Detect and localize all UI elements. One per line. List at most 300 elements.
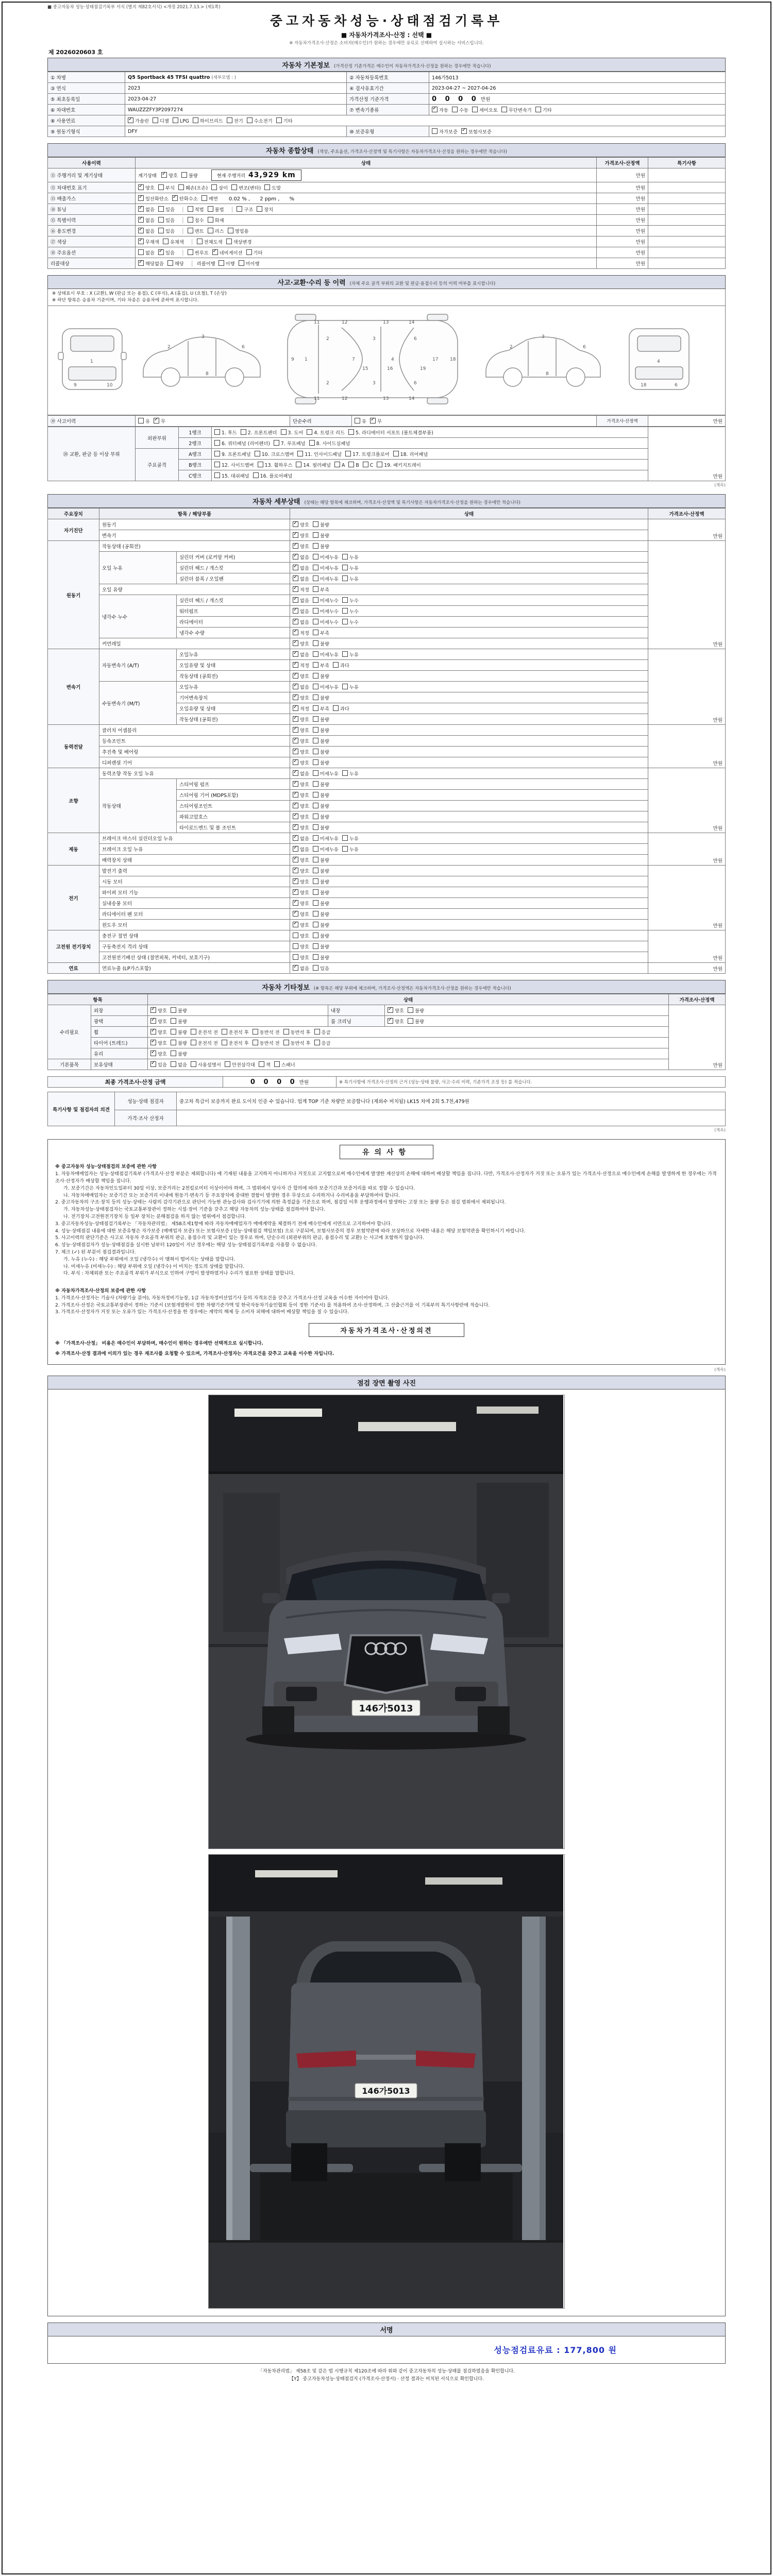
checkbox-option[interactable]: ✓ 양호 bbox=[293, 791, 309, 799]
checkbox[interactable] bbox=[150, 1029, 156, 1035]
checkbox[interactable] bbox=[452, 107, 458, 112]
checkbox[interactable] bbox=[172, 195, 178, 201]
checkbox[interactable] bbox=[253, 1029, 258, 1035]
checkbox-option[interactable]: 불법 bbox=[208, 206, 224, 213]
checkbox-option[interactable]: 누유 bbox=[342, 845, 359, 853]
checkbox-option[interactable]: ✓ 양호 bbox=[293, 889, 309, 896]
checkbox[interactable] bbox=[313, 922, 318, 927]
checkbox[interactable] bbox=[138, 249, 144, 255]
checkbox-option[interactable]: 사용설명서 bbox=[191, 1061, 221, 1068]
checkbox-option[interactable]: 6. 쿼터패널 (리어펜더) bbox=[214, 439, 270, 447]
checkbox[interactable] bbox=[228, 228, 233, 233]
checkbox[interactable] bbox=[313, 824, 318, 830]
checkbox[interactable] bbox=[264, 184, 270, 190]
checkbox[interactable] bbox=[313, 900, 318, 906]
checkbox-option[interactable]: 불량 bbox=[313, 943, 329, 950]
checkbox[interactable] bbox=[293, 781, 298, 787]
checkbox-option[interactable]: 누유 bbox=[342, 575, 359, 582]
checkbox-option[interactable]: 전기 bbox=[227, 117, 243, 124]
checkbox-option[interactable]: 변조(변타) bbox=[231, 184, 261, 191]
checkbox[interactable] bbox=[313, 738, 318, 743]
checkbox[interactable] bbox=[258, 462, 263, 467]
checkbox-option[interactable]: 도말 bbox=[264, 184, 281, 191]
checkbox-option[interactable]: 썬루프 bbox=[188, 249, 209, 256]
checkbox-option[interactable]: 렌트 bbox=[188, 227, 204, 234]
checkbox-option[interactable]: 수소전기 bbox=[247, 117, 273, 124]
checkbox[interactable] bbox=[226, 239, 232, 244]
checkbox[interactable] bbox=[138, 228, 144, 233]
checkbox-option[interactable]: ✓ 자동 bbox=[432, 106, 448, 113]
checkbox[interactable] bbox=[222, 1029, 227, 1035]
checkbox[interactable] bbox=[313, 868, 318, 873]
checkbox-option[interactable]: ✓ 없음 bbox=[293, 597, 309, 604]
checkbox-option[interactable]: 부족 bbox=[313, 629, 329, 636]
checkbox[interactable] bbox=[150, 1018, 156, 1024]
checkbox-option[interactable]: 응급 bbox=[314, 1039, 331, 1046]
checkbox-option[interactable]: 미세누유 bbox=[313, 770, 339, 777]
checkbox[interactable] bbox=[191, 1029, 196, 1035]
checkbox-option[interactable]: 누유 bbox=[342, 553, 359, 561]
checkbox-option[interactable]: 불량 bbox=[171, 1050, 187, 1057]
checkbox-option[interactable]: ✓ 없음 bbox=[293, 770, 309, 777]
checkbox-option[interactable]: 없음 bbox=[138, 249, 155, 256]
checkbox[interactable] bbox=[293, 868, 298, 873]
checkbox-option[interactable]: ✓ 있음 bbox=[158, 249, 175, 256]
checkbox-option[interactable]: 불량 bbox=[313, 932, 329, 939]
checkbox[interactable] bbox=[253, 1040, 258, 1045]
checkbox-option[interactable]: 과다 bbox=[333, 662, 349, 669]
checkbox[interactable] bbox=[167, 260, 173, 266]
checkbox[interactable] bbox=[293, 630, 298, 635]
checkbox[interactable] bbox=[313, 770, 318, 776]
checkbox-option[interactable]: 불량 bbox=[171, 1007, 187, 1014]
checkbox[interactable] bbox=[342, 565, 348, 570]
checkbox[interactable] bbox=[276, 117, 282, 123]
checkbox-option[interactable]: 불량 bbox=[313, 910, 329, 918]
checkbox-option[interactable]: ✓ 양호 bbox=[293, 921, 309, 928]
checkbox[interactable] bbox=[201, 195, 207, 201]
checkbox[interactable] bbox=[313, 835, 318, 841]
checkbox-option[interactable]: 기타 bbox=[535, 106, 552, 113]
checkbox-option[interactable]: ✓ 양호 bbox=[150, 1050, 167, 1057]
checkbox-option[interactable]: 리스 bbox=[208, 227, 224, 234]
checkbox[interactable] bbox=[313, 575, 318, 581]
checkbox-option[interactable]: ✓ 양호 bbox=[293, 532, 309, 539]
checkbox-option[interactable]: 18. 리어패널 bbox=[393, 450, 428, 457]
checkbox[interactable] bbox=[313, 684, 318, 689]
checkbox-option[interactable]: ✓ 일산화탄소 bbox=[138, 195, 169, 202]
checkbox-option[interactable]: ✓ 양호 bbox=[293, 694, 309, 701]
checkbox-option[interactable]: 불량 bbox=[313, 954, 329, 961]
checkbox[interactable] bbox=[255, 451, 260, 456]
checkbox[interactable] bbox=[150, 1050, 156, 1056]
checkbox[interactable] bbox=[138, 239, 144, 244]
checkbox-option[interactable]: 2. 프론트펜더 bbox=[241, 429, 277, 436]
checkbox-option[interactable]: ✓ 양호 bbox=[293, 824, 309, 831]
checkbox[interactable] bbox=[293, 651, 298, 657]
checkbox-option[interactable]: 동반석 후 bbox=[283, 1028, 311, 1036]
checkbox[interactable] bbox=[377, 462, 382, 467]
checkbox[interactable] bbox=[313, 521, 318, 527]
checkbox-option[interactable]: 기타 bbox=[276, 117, 293, 124]
checkbox-option[interactable]: ✓ 양호 bbox=[150, 1028, 167, 1036]
checkbox-option[interactable]: ✓ 양호 bbox=[293, 716, 309, 723]
checkbox[interactable] bbox=[342, 770, 348, 776]
checkbox-option[interactable]: 불량 bbox=[313, 737, 329, 744]
checkbox-option[interactable]: 불량 bbox=[313, 856, 329, 863]
checkbox-option[interactable]: 무단변속기 bbox=[501, 106, 532, 113]
checkbox-option[interactable]: 있음 bbox=[158, 216, 175, 224]
checkbox[interactable] bbox=[214, 462, 220, 467]
checkbox[interactable] bbox=[313, 792, 318, 798]
checkbox[interactable] bbox=[313, 662, 318, 668]
checkbox-option[interactable]: 5. 라디에이터 서포트 (볼트체결부품) bbox=[348, 429, 433, 436]
checkbox-option[interactable]: ✓ 무채색 bbox=[138, 238, 159, 245]
checkbox-option[interactable]: ✓ 양호 bbox=[293, 748, 309, 755]
checkbox[interactable] bbox=[171, 1040, 176, 1045]
checkbox[interactable] bbox=[293, 889, 298, 895]
checkbox-option[interactable]: 전체도색 bbox=[197, 238, 223, 245]
checkbox[interactable] bbox=[154, 418, 159, 423]
checkbox-option[interactable]: ✓ 양호 bbox=[388, 1018, 404, 1025]
checkbox[interactable] bbox=[472, 107, 478, 112]
checkbox[interactable] bbox=[293, 803, 298, 808]
checkbox[interactable] bbox=[293, 554, 298, 560]
checkbox-option[interactable]: ✓ 양호 bbox=[293, 737, 309, 744]
checkbox-option[interactable]: 불량 bbox=[313, 813, 329, 820]
checkbox-option[interactable]: ✓ 없음 bbox=[138, 227, 155, 234]
checkbox-option[interactable]: 부족 bbox=[313, 586, 329, 593]
checkbox-option[interactable]: 미세누유 bbox=[313, 575, 339, 582]
checkbox[interactable] bbox=[432, 128, 438, 134]
checkbox-option[interactable]: 잭 bbox=[259, 1061, 271, 1068]
checkbox-option[interactable]: 4. 트렁크 리드 bbox=[307, 429, 345, 436]
checkbox[interactable] bbox=[313, 911, 318, 917]
checkbox[interactable] bbox=[293, 933, 298, 938]
checkbox[interactable] bbox=[293, 640, 298, 646]
checkbox-option[interactable]: 양호 bbox=[293, 943, 309, 950]
checkbox[interactable] bbox=[253, 472, 259, 478]
checkbox[interactable] bbox=[225, 1061, 230, 1067]
checkbox-option[interactable]: ✓ 무 bbox=[154, 417, 165, 425]
checkbox-option[interactable]: 불량 bbox=[313, 867, 329, 874]
checkbox-option[interactable]: 7. 루프패널 bbox=[274, 439, 306, 447]
checkbox-option[interactable]: ✓ 없음 bbox=[293, 683, 309, 690]
checkbox-option[interactable]: ✓ 없음 bbox=[293, 607, 309, 615]
checkbox-option[interactable]: ✓ 적정 bbox=[293, 662, 309, 669]
checkbox[interactable] bbox=[293, 943, 298, 949]
checkbox-option[interactable]: 운전석 전 bbox=[191, 1028, 218, 1036]
checkbox-option[interactable]: 유 bbox=[355, 417, 366, 425]
checkbox-option[interactable]: ✓ 없음 bbox=[293, 651, 309, 658]
checkbox[interactable] bbox=[214, 451, 220, 456]
checkbox-option[interactable]: ✓ 양호 bbox=[293, 802, 309, 809]
checkbox-option[interactable]: 디젤 bbox=[153, 117, 169, 124]
checkbox[interactable] bbox=[293, 770, 298, 776]
checkbox-option[interactable]: ✓ 있음 bbox=[150, 1061, 167, 1068]
checkbox[interactable] bbox=[313, 673, 318, 679]
checkbox[interactable] bbox=[342, 608, 348, 614]
checkbox-option[interactable]: ✓ 양호 bbox=[161, 172, 178, 179]
checkbox[interactable] bbox=[313, 878, 318, 884]
checkbox-option[interactable]: ✓ 네비게이션 bbox=[212, 249, 243, 256]
checkbox[interactable] bbox=[293, 824, 298, 830]
checkbox[interactable] bbox=[313, 889, 318, 895]
checkbox[interactable] bbox=[309, 440, 315, 446]
checkbox-option[interactable]: 미세누유 bbox=[313, 835, 339, 842]
checkbox-option[interactable]: ✓ 보험사보증 bbox=[461, 128, 492, 135]
checkbox[interactable] bbox=[138, 184, 144, 190]
checkbox-option[interactable]: 3. 도어 bbox=[281, 429, 304, 436]
checkbox[interactable] bbox=[313, 846, 318, 852]
checkbox-option[interactable]: 유 bbox=[138, 417, 150, 425]
checkbox-option[interactable]: 누유 bbox=[342, 564, 359, 571]
checkbox-option[interactable]: 19. 패키지트레이 bbox=[377, 461, 421, 468]
checkbox-option[interactable]: 침수 bbox=[188, 216, 204, 224]
checkbox[interactable] bbox=[293, 705, 298, 711]
checkbox-option[interactable]: 불량 bbox=[313, 672, 329, 680]
checkbox[interactable] bbox=[313, 759, 318, 765]
checkbox-option[interactable]: 있음 bbox=[313, 964, 329, 972]
checkbox-option[interactable]: 자가보증 bbox=[432, 128, 458, 135]
checkbox-option[interactable]: 기타 bbox=[246, 249, 263, 256]
checkbox-option[interactable]: ✓ 없음 bbox=[293, 564, 309, 571]
checkbox[interactable] bbox=[342, 575, 348, 581]
checkbox[interactable] bbox=[150, 1040, 156, 1045]
checkbox-option[interactable]: 불량 bbox=[408, 1007, 424, 1014]
checkbox-option[interactable]: 부족 bbox=[313, 705, 329, 712]
checkbox[interactable] bbox=[313, 554, 318, 560]
checkbox[interactable] bbox=[178, 184, 184, 190]
checkbox[interactable] bbox=[293, 673, 298, 679]
checkbox[interactable] bbox=[191, 1040, 196, 1045]
checkbox-option[interactable]: 불량 bbox=[313, 532, 329, 539]
checkbox[interactable] bbox=[342, 597, 348, 603]
checkbox-option[interactable]: 불량 bbox=[313, 781, 329, 788]
checkbox-option[interactable]: 장치 bbox=[257, 206, 273, 213]
checkbox-option[interactable]: 하이브리드 bbox=[193, 117, 223, 124]
checkbox-option[interactable]: 운전석 전 bbox=[191, 1039, 218, 1046]
checkbox-option[interactable]: 부식 bbox=[158, 184, 175, 191]
checkbox[interactable] bbox=[313, 965, 318, 971]
checkbox-option[interactable]: 불량 bbox=[313, 640, 329, 647]
checkbox-option[interactable]: 불량 bbox=[313, 748, 329, 755]
checkbox-option[interactable]: ✓ 없음 bbox=[293, 618, 309, 625]
checkbox[interactable] bbox=[188, 217, 193, 223]
checkbox[interactable] bbox=[334, 462, 340, 467]
checkbox[interactable] bbox=[293, 608, 298, 614]
checkbox[interactable] bbox=[293, 521, 298, 527]
checkbox[interactable] bbox=[342, 846, 348, 852]
checkbox-option[interactable]: 적법 bbox=[188, 206, 204, 213]
checkbox-option[interactable]: ✓ 양호 bbox=[293, 900, 309, 907]
checkbox-option[interactable]: ✓ 양호 bbox=[388, 1007, 404, 1014]
checkbox-option[interactable]: ✓ 양호 bbox=[293, 813, 309, 820]
checkbox[interactable] bbox=[293, 543, 298, 549]
checkbox[interactable] bbox=[150, 1007, 156, 1013]
checkbox[interactable] bbox=[188, 206, 193, 212]
checkbox-option[interactable]: 운전석 후 bbox=[222, 1028, 249, 1036]
checkbox-option[interactable]: 유채색 bbox=[163, 238, 184, 245]
checkbox[interactable] bbox=[342, 619, 348, 624]
checkbox-option[interactable]: 불량 bbox=[313, 521, 329, 528]
checkbox[interactable] bbox=[314, 1040, 320, 1045]
checkbox-option[interactable]: ✓ 양호 bbox=[293, 910, 309, 918]
checkbox[interactable] bbox=[313, 640, 318, 646]
checkbox-option[interactable]: 해당 bbox=[167, 260, 184, 267]
checkbox-option[interactable]: B bbox=[348, 462, 359, 468]
checkbox-option[interactable]: 매연 bbox=[201, 195, 218, 202]
checkbox[interactable] bbox=[393, 451, 399, 456]
checkbox[interactable] bbox=[158, 249, 164, 255]
checkbox[interactable] bbox=[138, 260, 144, 266]
checkbox[interactable] bbox=[208, 217, 213, 223]
checkbox[interactable] bbox=[293, 694, 298, 700]
checkbox[interactable] bbox=[348, 429, 354, 435]
checkbox[interactable] bbox=[128, 117, 133, 123]
checkbox-option[interactable]: 색상변경 bbox=[226, 238, 252, 245]
checkbox-option[interactable]: 있음 bbox=[158, 227, 175, 234]
checkbox-option[interactable]: ✓ 가솔린 bbox=[128, 117, 149, 124]
checkbox[interactable] bbox=[283, 1029, 289, 1035]
checkbox[interactable] bbox=[293, 814, 298, 819]
checkbox[interactable] bbox=[171, 1061, 176, 1067]
checkbox[interactable] bbox=[161, 172, 167, 178]
checkbox[interactable] bbox=[313, 630, 318, 635]
checkbox[interactable] bbox=[138, 418, 144, 423]
checkbox-option[interactable]: 동반석 전 bbox=[253, 1039, 280, 1046]
checkbox-option[interactable]: 11. 인사이드패널 bbox=[297, 450, 342, 457]
checkbox-option[interactable]: 누유 bbox=[342, 835, 359, 842]
checkbox[interactable] bbox=[239, 260, 244, 266]
checkbox[interactable] bbox=[293, 878, 298, 884]
checkbox-option[interactable]: 불량 bbox=[313, 759, 329, 766]
checkbox[interactable] bbox=[171, 1007, 176, 1013]
checkbox-option[interactable]: 불량 bbox=[313, 791, 329, 799]
checkbox-option[interactable]: 불량 bbox=[313, 889, 329, 896]
checkbox-option[interactable]: ✓ 없음 bbox=[293, 835, 309, 842]
checkbox[interactable] bbox=[293, 716, 298, 722]
checkbox[interactable] bbox=[153, 117, 158, 123]
checkbox-option[interactable]: ✓ 적정 bbox=[293, 705, 309, 712]
checkbox-option[interactable]: ✓ 양호 bbox=[293, 759, 309, 766]
checkbox[interactable] bbox=[274, 1061, 280, 1067]
checkbox-option[interactable]: 양호 bbox=[293, 932, 309, 939]
checkbox[interactable] bbox=[138, 195, 144, 201]
checkbox[interactable] bbox=[222, 1040, 227, 1045]
checkbox[interactable] bbox=[293, 792, 298, 798]
checkbox-option[interactable]: 운전석 후 bbox=[222, 1039, 249, 1046]
checkbox[interactable] bbox=[307, 429, 312, 435]
checkbox-option[interactable]: ✓ 양호 bbox=[293, 781, 309, 788]
checkbox[interactable] bbox=[150, 1061, 156, 1067]
checkbox[interactable] bbox=[181, 172, 187, 178]
checkbox[interactable] bbox=[313, 781, 318, 787]
checkbox[interactable] bbox=[197, 239, 203, 244]
checkbox[interactable] bbox=[313, 749, 318, 754]
checkbox-option[interactable]: 17. 트렁크플로어 bbox=[345, 450, 390, 457]
checkbox-option[interactable]: LPG bbox=[173, 117, 189, 124]
checkbox[interactable] bbox=[293, 662, 298, 668]
checkbox-option[interactable]: A bbox=[334, 462, 345, 468]
checkbox[interactable] bbox=[293, 575, 298, 581]
checkbox[interactable] bbox=[219, 260, 224, 266]
checkbox-option[interactable]: 미세누유 bbox=[313, 651, 339, 658]
checkbox[interactable] bbox=[281, 429, 287, 435]
checkbox[interactable] bbox=[313, 943, 318, 949]
checkbox-option[interactable]: 불량 bbox=[313, 726, 329, 734]
checkbox[interactable] bbox=[313, 933, 318, 938]
checkbox[interactable] bbox=[171, 1018, 176, 1024]
checkbox-option[interactable]: 누수 bbox=[342, 618, 359, 625]
checkbox-option[interactable]: 불량 bbox=[313, 802, 329, 809]
checkbox-option[interactable]: 8. 사이드실패널 bbox=[309, 439, 350, 447]
checkbox[interactable] bbox=[158, 206, 164, 212]
checkbox-option[interactable]: 양호 bbox=[293, 954, 309, 961]
checkbox-option[interactable]: 미세누수 bbox=[313, 618, 339, 625]
checkbox[interactable] bbox=[313, 857, 318, 862]
checkbox-option[interactable]: ✓ 양호 bbox=[293, 672, 309, 680]
checkbox[interactable] bbox=[188, 228, 193, 233]
checkbox[interactable] bbox=[342, 684, 348, 689]
checkbox-option[interactable]: 미세누유 bbox=[313, 683, 339, 690]
checkbox-option[interactable]: 부족 bbox=[313, 662, 329, 669]
checkbox[interactable] bbox=[293, 738, 298, 743]
checkbox-option[interactable]: 구조 bbox=[237, 206, 253, 213]
checkbox-option[interactable]: 있음 bbox=[158, 206, 175, 213]
checkbox[interactable] bbox=[293, 965, 298, 971]
checkbox-option[interactable]: 불량 bbox=[313, 921, 329, 928]
checkbox[interactable] bbox=[314, 1029, 320, 1035]
checkbox-option[interactable]: ✓ 양호 bbox=[150, 1018, 167, 1025]
checkbox[interactable] bbox=[158, 184, 164, 190]
checkbox-option[interactable]: ✓ 양호 bbox=[293, 521, 309, 528]
checkbox[interactable] bbox=[188, 249, 193, 255]
checkbox-option[interactable]: 누수 bbox=[342, 607, 359, 615]
checkbox[interactable] bbox=[348, 462, 354, 467]
checkbox[interactable] bbox=[408, 1018, 413, 1024]
checkbox[interactable] bbox=[293, 911, 298, 917]
checkbox-option[interactable]: 응급 bbox=[314, 1028, 331, 1036]
checkbox[interactable] bbox=[333, 705, 339, 711]
checkbox[interactable] bbox=[293, 532, 298, 538]
checkbox[interactable] bbox=[313, 705, 318, 711]
checkbox-option[interactable]: ✓ 없음 bbox=[293, 964, 309, 972]
checkbox-option[interactable]: C bbox=[363, 462, 374, 468]
checkbox-option[interactable]: 미세누수 bbox=[313, 597, 339, 604]
checkbox[interactable] bbox=[293, 586, 298, 592]
checkbox[interactable] bbox=[214, 429, 220, 435]
checkbox[interactable] bbox=[355, 418, 360, 423]
checkbox-option[interactable]: 누유 bbox=[342, 683, 359, 690]
checkbox[interactable] bbox=[461, 128, 467, 134]
checkbox[interactable] bbox=[274, 440, 279, 446]
checkbox[interactable] bbox=[163, 239, 169, 244]
checkbox[interactable] bbox=[293, 727, 298, 733]
checkbox-option[interactable]: 12. 사이드멤버 bbox=[214, 461, 254, 468]
checkbox-option[interactable]: ✓ 양호 bbox=[293, 878, 309, 885]
checkbox-option[interactable]: 미이행 bbox=[239, 260, 260, 267]
checkbox-option[interactable]: 누유 bbox=[342, 770, 359, 777]
checkbox[interactable] bbox=[345, 451, 351, 456]
checkbox[interactable] bbox=[293, 922, 298, 927]
checkbox-option[interactable]: 누수 bbox=[342, 597, 359, 604]
checkbox-option[interactable]: 이행 bbox=[219, 260, 235, 267]
checkbox[interactable] bbox=[212, 249, 218, 255]
checkbox-option[interactable]: 미세누유 bbox=[313, 553, 339, 561]
checkbox-option[interactable]: ✓ 양호 bbox=[138, 184, 155, 191]
checkbox[interactable] bbox=[342, 835, 348, 841]
